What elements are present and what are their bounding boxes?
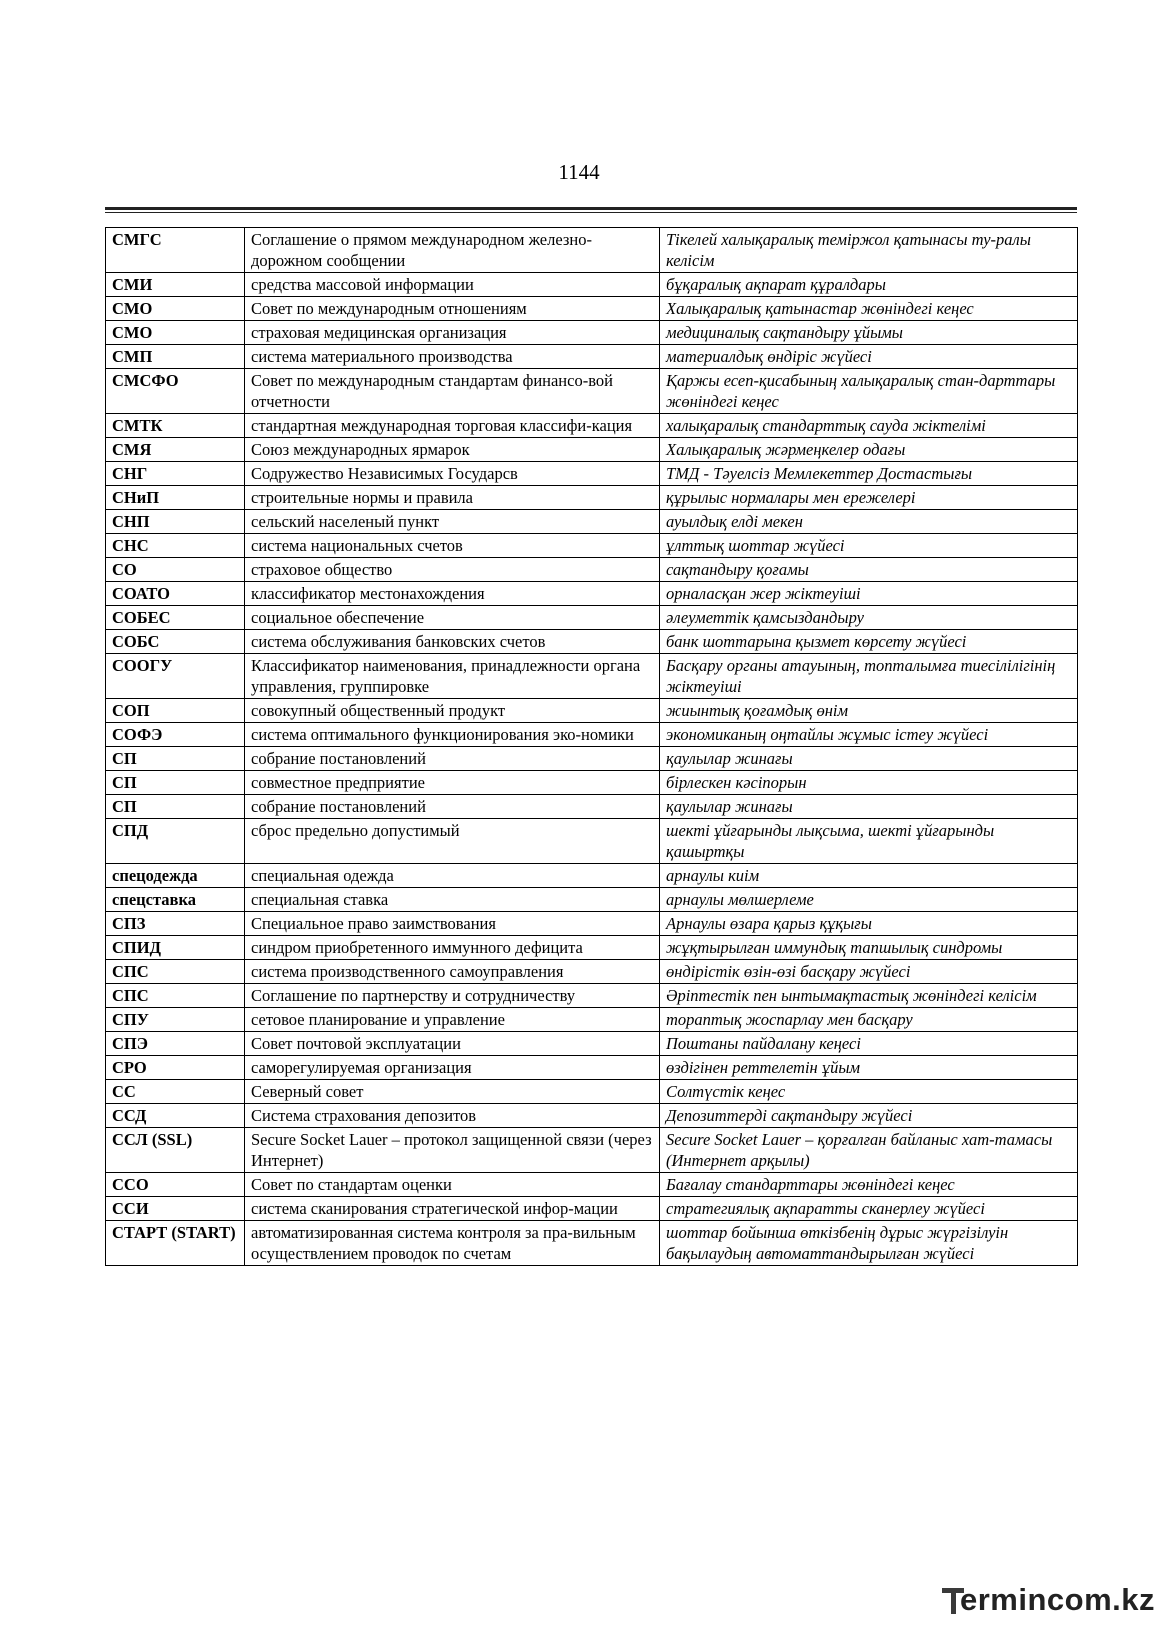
kazakh-term-cell: Қаржы есеп-қисабының халықаралық стан-дарттары жөніндегі кеңес [660,369,1078,414]
page-number: 1144 [558,160,600,184]
table-row [106,1080,1078,1104]
russian-term-cell: сельский населеный пункт [245,510,660,534]
abbreviation-cell: СМП [106,345,245,369]
table-row [106,699,1078,723]
table-row [106,1197,1078,1221]
russian-term-cell: специальная одежда [245,864,660,888]
abbreviation-cell: СПУ [106,1008,245,1032]
russian-term-cell: система сканирования стратегической инфор-мации [245,1197,660,1221]
table-row [106,984,1078,1008]
kazakh-term-cell: ТМД - Тәуелсіз Мемлекеттер Достастығы [660,462,1078,486]
table-row [106,1128,1078,1173]
abbreviation-cell: СС [106,1080,245,1104]
russian-term-cell: Классификатор наименования, принадлежности органа управления, группировке [245,654,660,699]
table-row [106,960,1078,984]
abbreviation-cell: СПИД [106,936,245,960]
table-row [106,297,1078,321]
table-row [106,462,1078,486]
table-row [106,1221,1078,1266]
abbreviation-cell: СНП [106,510,245,534]
header-rule-thin [105,212,1077,213]
kazakh-term-cell: Secure Socket Lauer – қорғалған байланыс хат-тамасы (Интернет арқылы) [660,1128,1078,1173]
abbreviation-cell: СП [106,747,245,771]
abbreviation-cell: СП [106,771,245,795]
russian-term-cell: система оптимального функционирования эко-номики [245,723,660,747]
abbreviation-cell: СОБС [106,630,245,654]
table-row [106,654,1078,699]
russian-term-cell: Северный совет [245,1080,660,1104]
russian-term-cell: Совет по международным стандартам финансо-вой отчетности [245,369,660,414]
russian-term-cell: система материального производства [245,345,660,369]
abbreviation-cell: СМЯ [106,438,245,462]
table-row [106,414,1078,438]
abbreviation-cell: СО [106,558,245,582]
russian-term-cell: автоматизированная система контроля за пра-вильным осуществлением проводок по счетам [245,1221,660,1266]
abbreviation-cell: спецставка [106,888,245,912]
abbreviation-cell: СМИ [106,273,245,297]
russian-term-cell: Совет по международным отношениям [245,297,660,321]
table-row [106,1104,1078,1128]
table-row [106,369,1078,414]
abbreviation-cell: СООГУ [106,654,245,699]
russian-term-cell: саморегулируемая организация [245,1056,660,1080]
abbreviation-cell: СМО [106,321,245,345]
kazakh-term-cell: экономиканың оңтайлы жұмыс істеу жүйесі [660,723,1078,747]
kazakh-term-cell: қаулылар жинағы [660,795,1078,819]
kazakh-term-cell: материалдық өндіріс жүйесі [660,345,1078,369]
kazakh-term-cell: медициналық сақтандыру ұйымы [660,321,1078,345]
table-row [106,486,1078,510]
abbreviation-cell: ССЛ (SSL) [106,1128,245,1173]
table-row [106,1173,1078,1197]
kazakh-term-cell: Тікелей халықаралық теміржол қатынасы ту-ралы келісім [660,228,1078,273]
russian-term-cell: специальная ставка [245,888,660,912]
kazakh-term-cell: шоттар бойынша өткізбенің дұрыс жүргізілуін бақылаудың автоматтандырылған жүйесі [660,1221,1078,1266]
kazakh-term-cell: шекті ұйғарынды лықсыма, шекті ұйғарынды қашыртқы [660,819,1078,864]
kazakh-term-cell: Әріптестік пен ынтымақтастық жөніндегі келісім [660,984,1078,1008]
table-row [106,1008,1078,1032]
abbreviation-cell: СТАРТ (START) [106,1221,245,1266]
russian-term-cell: Соглашение по партнерству и сотрудничеству [245,984,660,1008]
table-row [106,510,1078,534]
kazakh-term-cell: Депозиттерді сақтандыру жүйесі [660,1104,1078,1128]
table-row [106,819,1078,864]
russian-term-cell: социальное обеспечение [245,606,660,630]
table-row [106,606,1078,630]
abbreviation-cell: СП [106,795,245,819]
russian-term-cell: классификатор местонахождения [245,582,660,606]
kazakh-term-cell: тораптық жоспарлау мен басқару [660,1008,1078,1032]
russian-term-cell: синдром приобретенного иммунного дефицита [245,936,660,960]
table-row [106,345,1078,369]
table-row [106,558,1078,582]
kazakh-term-cell: арнаулы киім [660,864,1078,888]
kazakh-term-cell: қаулылар жинағы [660,747,1078,771]
abbreviation-cell: СМТК [106,414,245,438]
logo-text: ermincom.kz [960,1582,1156,1617]
russian-term-cell: система национальных счетов [245,534,660,558]
russian-term-cell: система производственного самоуправления [245,960,660,984]
table-row [106,936,1078,960]
kazakh-term-cell: Солтүстік кеңес [660,1080,1078,1104]
russian-term-cell: страховое общество [245,558,660,582]
kazakh-term-cell: Халықаралық жәрмеңкелер одағы [660,438,1078,462]
abbreviation-cell: СОАТО [106,582,245,606]
table-row [106,273,1078,297]
kazakh-term-cell: жұқтырылған иммундық тапшылық синдромы [660,936,1078,960]
abbreviation-cell: СМСФО [106,369,245,414]
table-row [106,1032,1078,1056]
russian-term-cell: Система страхования депозитов [245,1104,660,1128]
abbreviation-cell: ССД [106,1104,245,1128]
abbreviation-cell: СРО [106,1056,245,1080]
table-row [106,321,1078,345]
kazakh-term-cell: ауылдық елді мекен [660,510,1078,534]
table-row [106,630,1078,654]
russian-term-cell: собрание постановлений [245,795,660,819]
russian-term-cell: Союз международных ярмарок [245,438,660,462]
kazakh-term-cell: арнаулы мөлшерлеме [660,888,1078,912]
russian-term-cell: строительные нормы и правила [245,486,660,510]
abbreviation-cell: СОФЭ [106,723,245,747]
kazakh-term-cell: бұқаралық ақпарат құралдары [660,273,1078,297]
abbreviation-cell: ССО [106,1173,245,1197]
kazakh-term-cell: орналасқан жер жіктеуіші [660,582,1078,606]
russian-term-cell: Содружество Независимых Государсв [245,462,660,486]
russian-term-cell: Совет почтовой эксплуатации [245,1032,660,1056]
table-row [106,438,1078,462]
russian-term-cell: Специальное право заимствования [245,912,660,936]
kazakh-term-cell: бірлескен кәсіпорын [660,771,1078,795]
logo-t-stem [951,1588,956,1614]
kazakh-term-cell: Басқару органы атауының, топталымға тиесілілігінің жіктеуіші [660,654,1078,699]
abbreviation-cell: СНГ [106,462,245,486]
abbreviation-cell: СПС [106,960,245,984]
russian-term-cell: средства массовой информации [245,273,660,297]
abbreviation-table-body [106,228,1078,1266]
table-row [106,723,1078,747]
kazakh-term-cell: Арнаулы өзара қарыз құқығы [660,912,1078,936]
abbreviation-cell: СМО [106,297,245,321]
kazakh-term-cell: халықаралық стандарттық сауда жіктелімі [660,414,1078,438]
russian-term-cell: совместное предприятие [245,771,660,795]
table-row [106,747,1078,771]
kazakh-term-cell: жиынтық қоғамдық өнім [660,699,1078,723]
table-row [106,1056,1078,1080]
table-row [106,912,1078,936]
table-row [106,795,1078,819]
russian-term-cell: страховая медицинская организация [245,321,660,345]
kazakh-term-cell: құрылыс нормалары мен ережелері [660,486,1078,510]
russian-term-cell: Совет по стандартам оценки [245,1173,660,1197]
kazakh-term-cell: ұлттық шоттар жүйесі [660,534,1078,558]
russian-term-cell: сетовое планирование и управление [245,1008,660,1032]
abbreviation-cell: СМГС [106,228,245,273]
termincom-logo [942,1580,1156,1624]
kazakh-term-cell: сақтандыру қоғамы [660,558,1078,582]
abbreviation-cell: СНиП [106,486,245,510]
header-rule-thick [105,207,1077,210]
russian-term-cell: стандартная международная торговая классифи-кация [245,414,660,438]
kazakh-term-cell: Поштаны пайдалану кеңесі [660,1032,1078,1056]
kazakh-term-cell: өндірістік өзін-өзі басқару жүйесі [660,960,1078,984]
russian-term-cell: Соглашение о прямом международном железно-дорожном сообщении [245,228,660,273]
russian-term-cell: Secure Socket Lauer – протокол защищенной связи (через Интернет) [245,1128,660,1173]
russian-term-cell: система обслуживания банковских счетов [245,630,660,654]
table-row [106,864,1078,888]
abbreviation-cell: СПД [106,819,245,864]
kazakh-term-cell: банк шоттарына қызмет көрсету жүйесі [660,630,1078,654]
kazakh-term-cell: Халықаралық қатынастар жөніндегі кеңес [660,297,1078,321]
abbreviation-table [105,227,1078,1266]
abbreviation-cell: СНС [106,534,245,558]
russian-term-cell: совокупный общественный продукт [245,699,660,723]
table-row [106,888,1078,912]
abbreviation-cell: СОП [106,699,245,723]
abbreviation-cell: ССИ [106,1197,245,1221]
table-row [106,534,1078,558]
kazakh-term-cell: өздігінен реттелетін ұйым [660,1056,1078,1080]
abbreviation-cell: СПЗ [106,912,245,936]
russian-term-cell: собрание постановлений [245,747,660,771]
table-row [106,771,1078,795]
russian-term-cell: сброс предельно допустимый [245,819,660,864]
kazakh-term-cell: стратегиялық ақпаратты сканерлеу жүйесі [660,1197,1078,1221]
abbreviation-cell: спецодежда [106,864,245,888]
table-row [106,228,1078,273]
abbreviation-cell: СОБЕС [106,606,245,630]
kazakh-term-cell: Бағалау стандарттары жөніндегі кеңес [660,1173,1078,1197]
kazakh-term-cell: әлеуметтік қамсыздандыру [660,606,1078,630]
abbreviation-cell: СПЭ [106,1032,245,1056]
abbreviation-cell: СПС [106,984,245,1008]
table-row [106,582,1078,606]
